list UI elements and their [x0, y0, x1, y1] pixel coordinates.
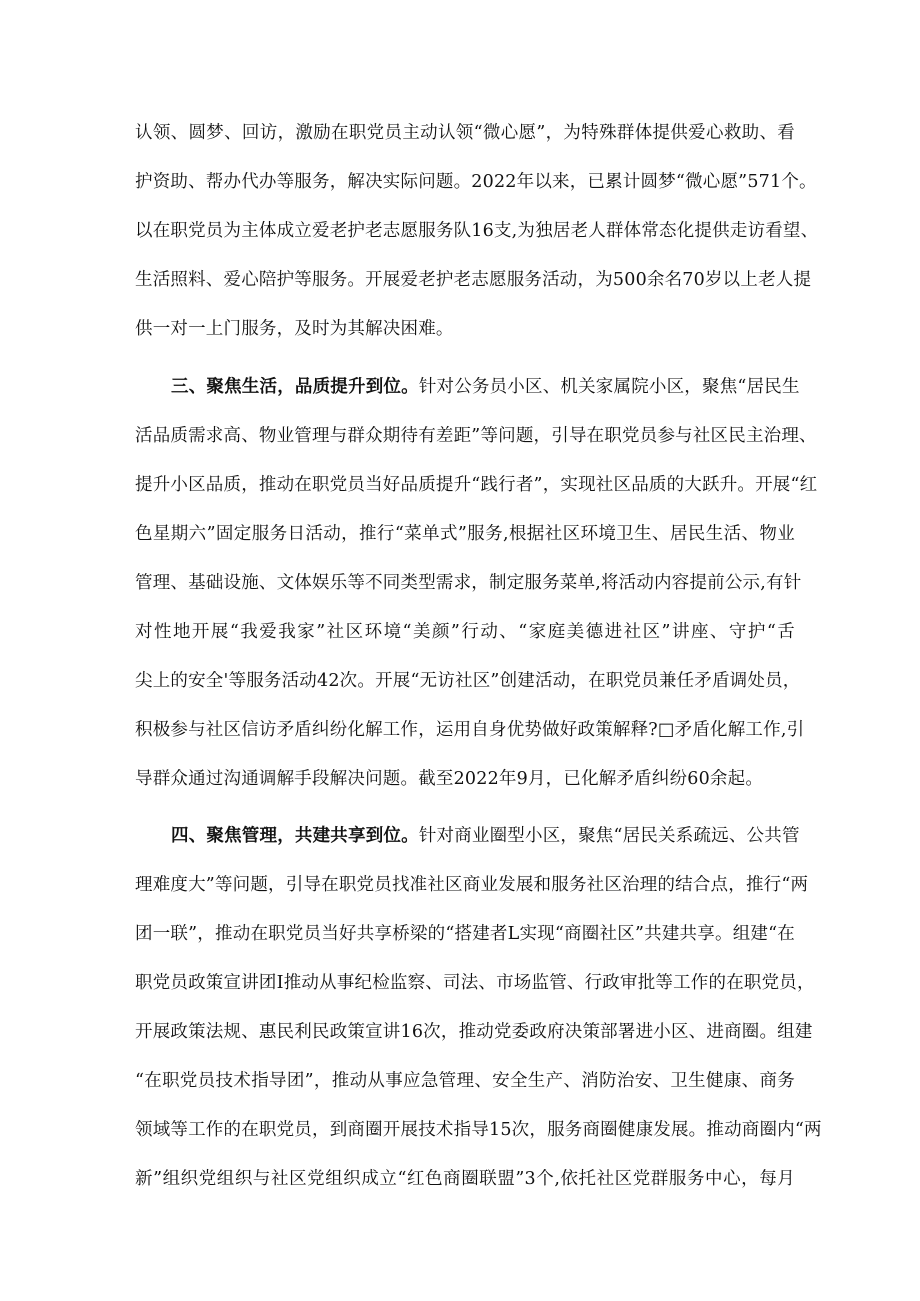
section-3-first-line-text: 针对公务员小区、机关家属院小区，聚焦“居民生	[418, 377, 800, 397]
section-3-heading: 三、聚焦生活，品质提升到位。	[171, 377, 419, 397]
text-line: 开展政策法规、惠民利民政策宣讲16次，推动党委政府决策部署进小区、进商圈。组建	[135, 1022, 813, 1042]
section-4-heading: 四、聚焦管理，共建共享到位。	[171, 826, 419, 846]
text-line: 供一对一上门服务，及时为其解决困难。	[135, 319, 454, 339]
text-line: 团一联”，推动在职党员当好共享桥梁的“搭建者L实现“商圈社区”共建共享。组建“在	[135, 924, 795, 944]
text-line: 积极参与社区信访矛盾纠纷化解工作，运用自身优势做好政策解释?□矛盾化解工作,引	[135, 720, 805, 740]
text-line: 生活照料、爱心陪护等服务。开展爱老护老志愿服务活动，为500余名70岁以上老人提	[135, 270, 812, 290]
text-line: 色星期六”固定服务日活动，推行“菜单式”服务,根据社区环境卫生、居民生活、物业	[135, 524, 795, 544]
text-line: 新”组织党组织与社区党组织成立“红色商圈联盟”3个,依托社区党群服务中心，每月	[135, 1169, 795, 1189]
text-line: 领域等工作的在职党员，到商圈开展技术指导15次，服务商圈健康发展。推动商圈内“两	[135, 1120, 822, 1140]
text-line: 导群众通过沟通调解手段解决问题。截至2022年9月，已化解矛盾纠纷60余起。	[135, 769, 764, 789]
text-line: 以在职党员为主体成立爱老护老志愿服务队16支,为独居老人群体常态化提供走访看望、	[135, 221, 819, 241]
section-3-first-line	[171, 372, 800, 402]
section-4-first-line-text: 针对商业圈型小区，聚焦“居民关系疏远、公共管	[418, 826, 800, 846]
text-line: “在职党员技术指导团”，推动从事应急管理、安全生产、消防治安、卫生健康、商务	[135, 1071, 795, 1091]
text-line: 职党员政策宣讲团I推动从事纪检监察、司法、市场监管、行政审批等工作的在职党员，	[135, 973, 815, 993]
text-line: 认领、圆梦、回访，激励在职党员主动认领“微心愿”，为特殊群体提供爱心救助、看	[135, 123, 795, 143]
text-line: 护资助、帮办代办等服务，解决实际问题。2022年以来，已累计圆梦“微心愿”571个。	[135, 172, 817, 192]
text-line: 管理、基础设施、文体娱乐等不同类型需求，制定服务菜单,将活动内容提前公示,有针	[135, 573, 802, 593]
text-line: 理难度大”等问题，引导在职党员找准社区商业发展和服务社区治理的结合点，推行“两	[135, 875, 809, 895]
text-line: 对性地开展“我爱我家”社区环境“美颜”行动、“家庭美德进社区”讲座、守护“舌	[135, 622, 795, 642]
text-line: 活品质需求高、物业管理与群众期待有差距”等问题，引导在职党员参与社区民主治理、	[135, 426, 817, 446]
section-4-first-line	[171, 821, 800, 851]
text-line: 提升小区品质，推动在职党员当好品质提升“践行者”，实现社区品质的大跃升。开展“红	[135, 475, 818, 495]
text-line: 尖上的安全'等服务活动42次。开展“无访社区”创建活动，在职党员兼任矛盾调处员，	[135, 671, 801, 691]
